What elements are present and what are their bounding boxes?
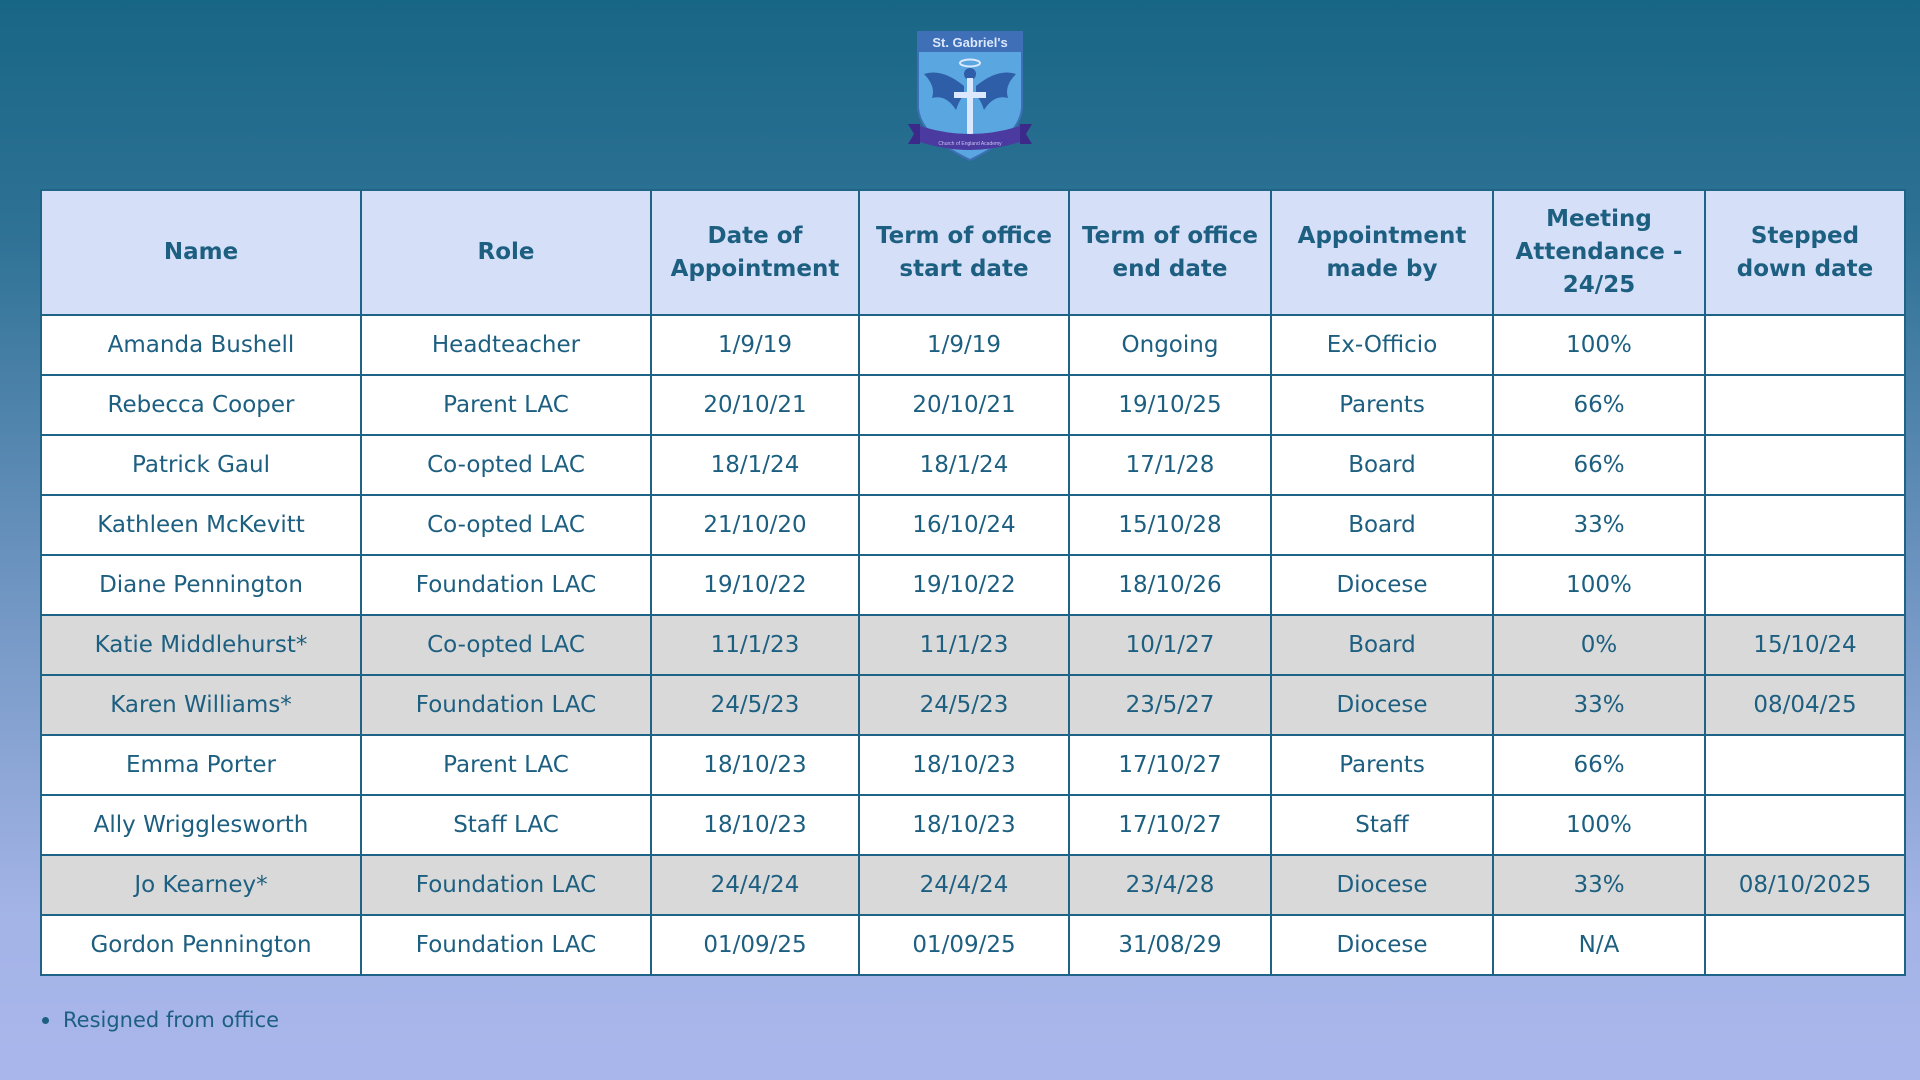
column-header-name: Name: [41, 190, 361, 315]
cell-term-start: 01/09/25: [859, 915, 1069, 975]
cell-attendance: 33%: [1493, 495, 1705, 555]
column-header-date-of-appointment: Date of Appointment: [651, 190, 859, 315]
footnote-text: Resigned from office: [63, 1008, 280, 1032]
cell-stepped-down: 08/10/2025: [1705, 855, 1905, 915]
column-header-term-end: Term of office end date: [1069, 190, 1271, 315]
svg-text:Church of England Academy: Church of England Academy: [938, 141, 1002, 147]
cell-term-end: 23/5/27: [1069, 675, 1271, 735]
cell-name: Rebecca Cooper: [41, 375, 361, 435]
cell-role: Parent LAC: [361, 375, 651, 435]
column-header-term-start: Term of office start date: [859, 190, 1069, 315]
table-row-resigned: [41, 615, 1905, 675]
cell-role: Staff LAC: [361, 795, 651, 855]
cell-name: Karen Williams*: [41, 675, 361, 735]
cell-date-of-appointment: 18/10/23: [651, 795, 859, 855]
cell-term-start: 16/10/24: [859, 495, 1069, 555]
cell-term-end: 17/10/27: [1069, 795, 1271, 855]
cell-date-of-appointment: 18/1/24: [651, 435, 859, 495]
cell-term-end: 10/1/27: [1069, 615, 1271, 675]
cell-name: Kathleen McKevitt: [41, 495, 361, 555]
cell-role: Co-opted LAC: [361, 495, 651, 555]
cell-name: Amanda Bushell: [41, 315, 361, 375]
cell-role: Foundation LAC: [361, 555, 651, 615]
cell-stepped-down: [1705, 795, 1905, 855]
governors-table: [40, 189, 1906, 976]
cell-appointed-by: Parents: [1271, 735, 1493, 795]
table-row-resigned: [41, 675, 1905, 735]
cell-term-end: 31/08/29: [1069, 915, 1271, 975]
cell-term-start: 20/10/21: [859, 375, 1069, 435]
cell-term-start: 18/1/24: [859, 435, 1069, 495]
table-row: [41, 915, 1905, 975]
table-header-row: [41, 190, 1905, 315]
cell-appointed-by: Board: [1271, 615, 1493, 675]
column-header-attendance: Meeting Attendance - 24/25: [1493, 190, 1705, 315]
cell-term-start: 24/5/23: [859, 675, 1069, 735]
cell-term-end: 17/1/28: [1069, 435, 1271, 495]
cell-stepped-down: 15/10/24: [1705, 615, 1905, 675]
cell-stepped-down: [1705, 375, 1905, 435]
cell-attendance: 66%: [1493, 375, 1705, 435]
cell-appointed-by: Diocese: [1271, 915, 1493, 975]
cell-date-of-appointment: 18/10/23: [651, 735, 859, 795]
cell-attendance: 33%: [1493, 675, 1705, 735]
cell-role: Parent LAC: [361, 735, 651, 795]
cell-term-end: 23/4/28: [1069, 855, 1271, 915]
cell-name: Patrick Gaul: [41, 435, 361, 495]
cell-appointed-by: Parents: [1271, 375, 1493, 435]
cell-date-of-appointment: 20/10/21: [651, 375, 859, 435]
cell-term-end: Ongoing: [1069, 315, 1271, 375]
cell-date-of-appointment: 01/09/25: [651, 915, 859, 975]
svg-text:St. Gabriel's: St. Gabriel's: [932, 35, 1008, 50]
column-header-stepped-down: Stepped down date: [1705, 190, 1905, 315]
cell-stepped-down: [1705, 495, 1905, 555]
cell-appointed-by: Diocese: [1271, 675, 1493, 735]
cell-role: Headteacher: [361, 315, 651, 375]
cell-role: Co-opted LAC: [361, 615, 651, 675]
cell-appointed-by: Staff: [1271, 795, 1493, 855]
cell-name: Emma Porter: [41, 735, 361, 795]
cell-stepped-down: [1705, 915, 1905, 975]
cell-date-of-appointment: 11/1/23: [651, 615, 859, 675]
cell-appointed-by: Diocese: [1271, 555, 1493, 615]
cell-stepped-down: [1705, 555, 1905, 615]
cell-date-of-appointment: 24/5/23: [651, 675, 859, 735]
table-row-resigned: [41, 855, 1905, 915]
cell-appointed-by: Diocese: [1271, 855, 1493, 915]
cell-role: Foundation LAC: [361, 915, 651, 975]
cell-date-of-appointment: 1/9/19: [651, 315, 859, 375]
cell-term-start: 24/4/24: [859, 855, 1069, 915]
table-row: [41, 435, 1905, 495]
cell-date-of-appointment: 24/4/24: [651, 855, 859, 915]
footnote: [42, 1008, 279, 1032]
table-row: [41, 315, 1905, 375]
cell-stepped-down: [1705, 315, 1905, 375]
bullet-icon: [42, 1017, 49, 1024]
cell-attendance: N/A: [1493, 915, 1705, 975]
cell-attendance: 100%: [1493, 315, 1705, 375]
cell-date-of-appointment: 21/10/20: [651, 495, 859, 555]
cell-role: Foundation LAC: [361, 855, 651, 915]
cell-term-end: 18/10/26: [1069, 555, 1271, 615]
table-row: [41, 795, 1905, 855]
cell-attendance: 0%: [1493, 615, 1705, 675]
cell-name: Diane Pennington: [41, 555, 361, 615]
cell-attendance: 100%: [1493, 555, 1705, 615]
cell-term-start: 11/1/23: [859, 615, 1069, 675]
cell-appointed-by: Ex-Officio: [1271, 315, 1493, 375]
cell-role: Foundation LAC: [361, 675, 651, 735]
cell-attendance: 33%: [1493, 855, 1705, 915]
cell-attendance: 100%: [1493, 795, 1705, 855]
cell-term-start: 18/10/23: [859, 795, 1069, 855]
cell-name: Gordon Pennington: [41, 915, 361, 975]
cell-attendance: 66%: [1493, 435, 1705, 495]
cell-attendance: 66%: [1493, 735, 1705, 795]
cell-role: Co-opted LAC: [361, 435, 651, 495]
cell-term-start: 1/9/19: [859, 315, 1069, 375]
cell-stepped-down: [1705, 435, 1905, 495]
cell-name: Jo Kearney*: [41, 855, 361, 915]
school-crest-logo: [906, 28, 1034, 166]
cell-term-start: 19/10/22: [859, 555, 1069, 615]
cell-name: Ally Wrigglesworth: [41, 795, 361, 855]
cell-name: Katie Middlehurst*: [41, 615, 361, 675]
table-row: [41, 375, 1905, 435]
column-header-appointed-by: Appointment made by: [1271, 190, 1493, 315]
cell-term-end: 19/10/25: [1069, 375, 1271, 435]
cell-term-end: 17/10/27: [1069, 735, 1271, 795]
cell-appointed-by: Board: [1271, 435, 1493, 495]
cell-term-end: 15/10/28: [1069, 495, 1271, 555]
cell-appointed-by: Board: [1271, 495, 1493, 555]
cell-stepped-down: 08/04/25: [1705, 675, 1905, 735]
table-row: [41, 555, 1905, 615]
cell-date-of-appointment: 19/10/22: [651, 555, 859, 615]
table-row: [41, 495, 1905, 555]
table-row: [41, 735, 1905, 795]
column-header-role: Role: [361, 190, 651, 315]
cell-term-start: 18/10/23: [859, 735, 1069, 795]
cell-stepped-down: [1705, 735, 1905, 795]
